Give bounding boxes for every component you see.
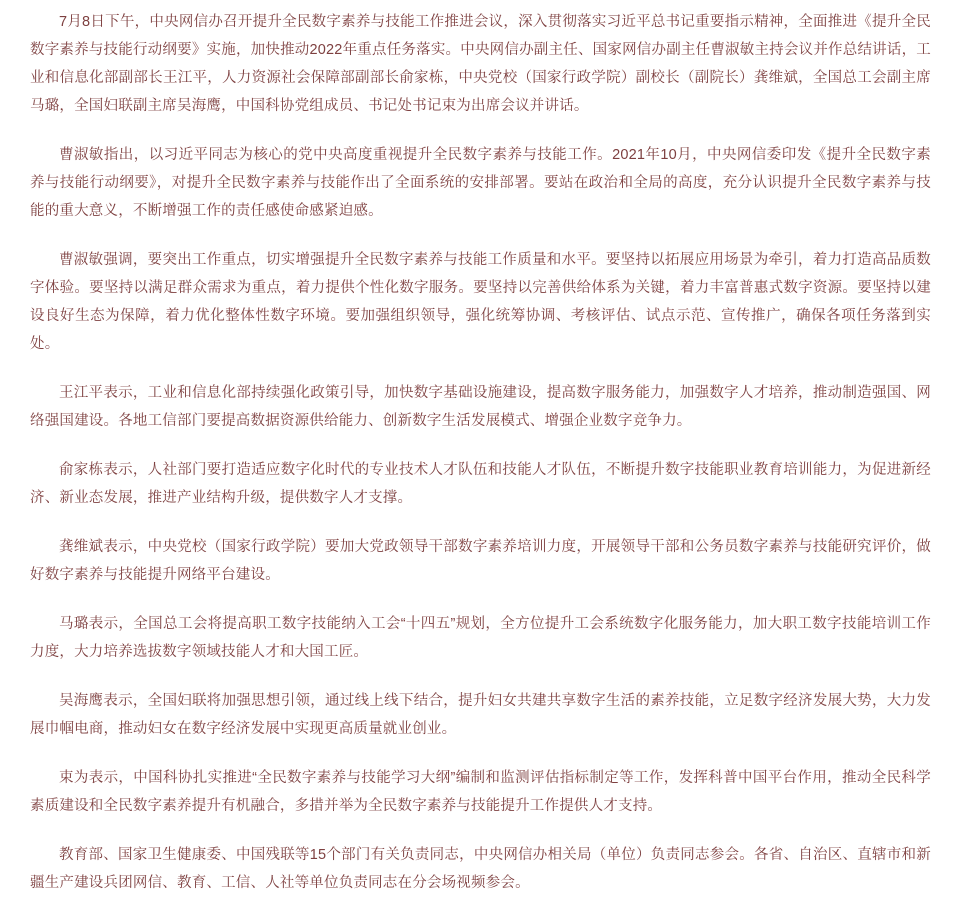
paragraph-yujiadong: 俞家栋表示，人社部门要打造适应数字化时代的专业技术人才队伍和技能人才队伍，不断提升数字技能职业教育培训能力，为促进新经济、新业态发展，推进产业结构升级，提供数字人才支撑。 (30, 462, 931, 506)
paragraph-gongweibin: 龚维斌表示，中央党校（国家行政学院）要加大党政领导干部数字素养培训力度，开展领导干部和公务员数字素养与技能研究评价，做好数字素养与技能提升网络平台建设。 (30, 539, 931, 583)
paragraph-shuwei: 束为表示，中国科协扎实推进“全民数字素养与技能学习大纲”编制和监测评估指标制定等工作，发挥科普中国平台作用，推动全民科学素质建设和全民数字素养提升有机融合，多措并举为全民数字素养与技能提升工作提供人才支持。 (30, 770, 931, 814)
paragraph-wangjiangping: 王江平表示，工业和信息化部持续强化政策引导，加快数字基础设施建设，提高数字服务能力，加强数字人才培养，推动制造强国、网络强国建设。各地工信部门要提高数据资源供给能力、创新数字生活发展模式、增强企业数字竞争力。 (30, 385, 931, 429)
paragraph-malu: 马璐表示，全国总工会将提高职工数字技能纳入工会“十四五”规划，全方位提升工会系统数字化服务能力，加大职工数字技能培训工作力度，大力培养选拔数字领域技能人才和大国工匠。 (30, 616, 931, 660)
paragraph-caoshumin-2: 曹淑敏强调，要突出工作重点，切实增强提升全民数字素养与技能工作质量和水平。要坚持以拓展应用场景为牵引，着力打造高品质数字体验。要坚持以满足群众需求为重点，着力提供个性化数字服务。要坚持以完善供给体系为关键，着力丰富普惠式数字资源。要坚持以建设良好生态为保障，着力优化整体性数字环境。要加强组织领导，强化统筹协调、考核评估、试点示范、宣传推广，确保各项任务落到实处。 (30, 252, 931, 352)
paragraph-caoshumin-1: 曹淑敏指出，以习近平同志为核心的党中央高度重视提升全民数字素养与技能工作。2021年10月，中央网信委印发《提升全民数字素养与技能行动纲要》，对提升全民数字素养与技能作出了全面系统的安排部署。要站在政治和全局的高度，充分认识提升全民数字素养与技能的重大意义，不断增强工作的责任感使命感紧迫感。 (30, 147, 931, 219)
paragraph-attendees: 教育部、国家卫生健康委、中国残联等15个部门有关负责同志，中央网信办相关局（单位）负责同志参会。各省、自治区、直辖市和新疆生产建设兵团网信、教育、工信、人社等单位负责同志在分会场视频参会。 (30, 847, 931, 891)
paragraph-wuhaiying: 吴海鹰表示，全国妇联将加强思想引领，通过线上线下结合，提升妇女共建共享数字生活的素养技能，立足数字经济发展大势，大力发展巾帼电商，推动妇女在数字经济发展中实现更高质量就业创业。 (30, 693, 931, 737)
paragraph-intro: 7月8日下午，中央网信办召开提升全民数字素养与技能工作推进会议，深入贯彻落实习近平总书记重要指示精神，全面推进《提升全民数字素养与技能行动纲要》实施，加快推动2022年重点任务落实。中央网信办副主任、国家网信办副主任曹淑敏主持会议并作总结讲话，工业和信息化部副部长王江平，人力资源社会保障部副部长俞家栋，中央党校（国家行政学院）副校长（副院长）龚维斌，全国总工会副主席马璐，全国妇联副主席吴海鹰，中国科协党组成员、书记处书记束为出席会议并讲话。 (30, 14, 931, 114)
